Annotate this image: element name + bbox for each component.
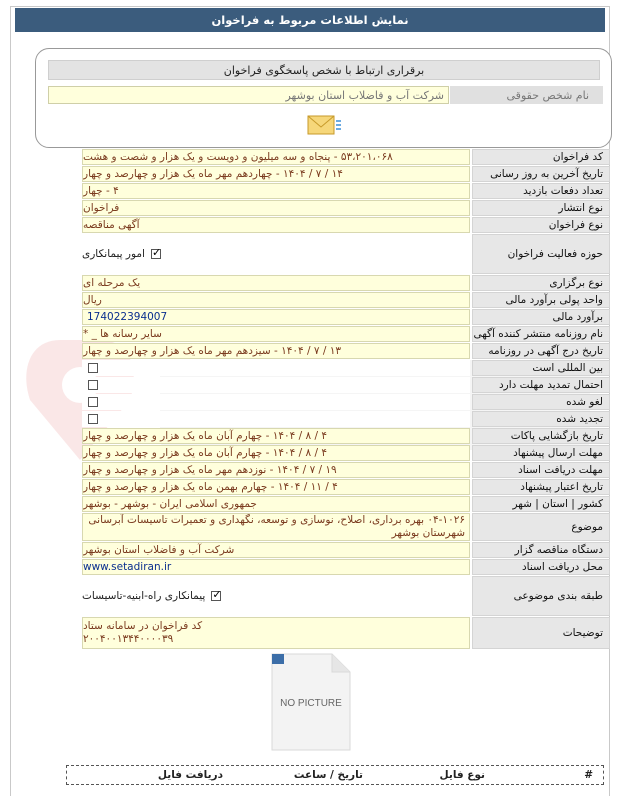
validity-date-label: تاریخ اعتبار پیشنهاد: [472, 479, 610, 495]
row-doc-deadline: [82, 462, 610, 478]
row-activity-area: [82, 234, 610, 274]
row-validity-date: [82, 479, 610, 495]
cancelled-value: [82, 394, 470, 410]
subject-label: موضوع: [472, 513, 610, 541]
no-picture-text: NO PICTURE: [280, 698, 342, 709]
last-update-label: تاریخ آخرین به روز رسانی: [472, 166, 610, 182]
international-value: [82, 360, 470, 376]
envelope-open-label: تاریخ بازگشایی پاکات: [472, 428, 610, 444]
call-type-label: نوع فراخوان: [472, 217, 610, 233]
estimate-value: 174022394007: [82, 309, 470, 325]
doc-place-link[interactable]: www.setadiran.ir: [82, 559, 470, 575]
row-estimate: [82, 309, 610, 325]
files-table-header: [66, 765, 604, 785]
organizer-value: شرکت آب و فاضلاب استان بوشهر: [82, 542, 470, 558]
row-renewed: [82, 411, 610, 427]
submit-deadline-label: مهلت ارسال پیشنهاد: [472, 445, 610, 461]
row-publish-type: [82, 200, 610, 216]
visits-value: ۴ - چهار: [82, 183, 470, 199]
description-line-2: ۲۰۰۴۰۰۱۳۴۴۰۰۰۰۳۹: [83, 633, 174, 645]
doc-place-label: محل دریافت اسناد: [472, 559, 610, 575]
row-visits: [82, 183, 610, 199]
activity-area-value: [82, 234, 470, 274]
visits-label: تعداد دفعات بازدید: [472, 183, 610, 199]
files-col-index: #: [584, 769, 593, 781]
contact-title: برقراری ارتباط با شخص پاسخگوی فراخوان: [48, 60, 600, 80]
tender-code-label: کد فراخوان: [472, 149, 610, 165]
description-value: [82, 617, 470, 649]
category-checkbox[interactable]: [211, 591, 221, 601]
row-location: [82, 496, 610, 512]
location-label: کشور | استان | شهر: [472, 496, 610, 512]
category-option: پیمانکاری راه-ابنیه-تاسیسات: [82, 590, 206, 602]
holding-type-label: نوع برگزاری: [472, 275, 610, 291]
estimate-label: برآورد مالی: [472, 309, 610, 325]
validity-date-value: ۴ / ۱۱ / ۱۴۰۴ - چهارم بهمن ماه یک هزار و چهارصد و چهار: [82, 479, 470, 495]
ad-date-label: تاریخ درج آگهی در روزنامه: [472, 343, 610, 359]
ad-date-value: ۱۳ / ۷ / ۱۴۰۴ - سیزدهم مهر ماه یک هزار و چهارصد و چهار: [82, 343, 470, 359]
submit-deadline-value: ۴ / ۸ / ۱۴۰۴ - چهارم آبان ماه یک هزار و چهارصد و چهار: [82, 445, 470, 461]
row-cancelled: [82, 394, 610, 410]
row-newspaper: [82, 326, 610, 342]
row-currency: [82, 292, 610, 308]
files-col-download: دریافت فایل: [157, 769, 223, 781]
renewed-value: [82, 411, 470, 427]
legal-person-value: شرکت آب و فاضلاب استان بوشهر: [48, 86, 449, 104]
doc-deadline-label: مهلت دریافت اسناد: [472, 462, 610, 478]
row-submit-deadline: [82, 445, 610, 461]
row-international: [82, 360, 610, 376]
description-label: توضیحات: [472, 617, 610, 649]
subject-value: ۰۴-۱۰۲۶ بهره برداری، اصلاح، نوسازی و توسعه، نگهداری و تعمیرات تاسیسات آبرسانی شهرستان بوشهر: [82, 513, 470, 541]
currency-value: ریال: [82, 292, 470, 308]
activity-area-label: حوزه فعالیت فراخوان: [472, 234, 610, 274]
envelope-icon[interactable]: [306, 114, 342, 136]
description-line-1: کد فراخوان در سامانه ستاد: [83, 620, 203, 632]
extension-checkbox[interactable]: [88, 380, 98, 390]
renewed-label: تجدید شده: [472, 411, 610, 427]
publish-type-label: نوع انتشار: [472, 200, 610, 216]
files-col-datetime: تاریخ / ساعت: [293, 769, 363, 781]
tender-code-value: ۵۳،۲۰۱،۰۶۸ - پنجاه و سه میلیون و دویست و یک هزار و شصت و هشت: [82, 149, 470, 165]
publish-type-value: فراخوان: [82, 200, 470, 216]
row-doc-place: [82, 559, 610, 575]
newspaper-value: سایر رسانه ها _ *: [82, 326, 470, 342]
legal-person-label: نام شخص حقوقی: [450, 86, 603, 104]
extension-value: [82, 377, 470, 393]
doc-deadline-value: ۱۹ / ۷ / ۱۴۰۴ - نوزدهم مهر ماه یک هزار و چهارصد و چهار: [82, 462, 470, 478]
renewed-checkbox[interactable]: [88, 414, 98, 424]
category-value: [82, 576, 470, 616]
row-holding-type: [82, 275, 610, 291]
cancelled-label: لغو شده: [472, 394, 610, 410]
currency-label: واحد پولی برآورد مالی: [472, 292, 610, 308]
files-col-type: نوع فایل: [439, 769, 485, 781]
international-label: بین المللی است: [472, 360, 610, 376]
activity-area-checkbox[interactable]: [151, 249, 161, 259]
row-description: [82, 617, 610, 649]
activity-area-option: امور پیمانکاری: [82, 248, 145, 260]
cancelled-checkbox[interactable]: [88, 397, 98, 407]
category-label: طبقه بندی موضوعی: [472, 576, 610, 616]
call-type-value: آگهی مناقصه: [82, 217, 470, 233]
page-title: نمایش اطلاعات مربوط به فراخوان: [15, 8, 605, 32]
envelope-open-value: ۴ / ۸ / ۱۴۰۴ - چهارم آبان ماه یک هزار و چهارصد و چهار: [82, 428, 470, 444]
row-last-update: [82, 166, 610, 182]
row-envelope-open: [82, 428, 610, 444]
row-extension: [82, 377, 610, 393]
international-checkbox[interactable]: [88, 363, 98, 373]
row-call-type: [82, 217, 610, 233]
row-subject: [82, 513, 610, 541]
extension-label: احتمال تمدید مهلت دارد: [472, 377, 610, 393]
organizer-label: دستگاه مناقصه گزار: [472, 542, 610, 558]
no-picture-image: [270, 652, 352, 752]
last-update-value: ۱۴ / ۷ / ۱۴۰۴ - چهاردهم مهر ماه یک هزار و چهارصد و چهار: [82, 166, 470, 182]
location-value: جمهوری اسلامی ایران - بوشهر - بوشهر: [82, 496, 470, 512]
newspaper-label: نام روزنامه منتشر کننده آگهی: [472, 326, 610, 342]
row-category: [82, 576, 610, 616]
holding-type-value: یک مرحله ای: [82, 275, 470, 291]
row-tender-code: [82, 149, 610, 165]
row-organizer: [82, 542, 610, 558]
row-ad-date: [82, 343, 610, 359]
